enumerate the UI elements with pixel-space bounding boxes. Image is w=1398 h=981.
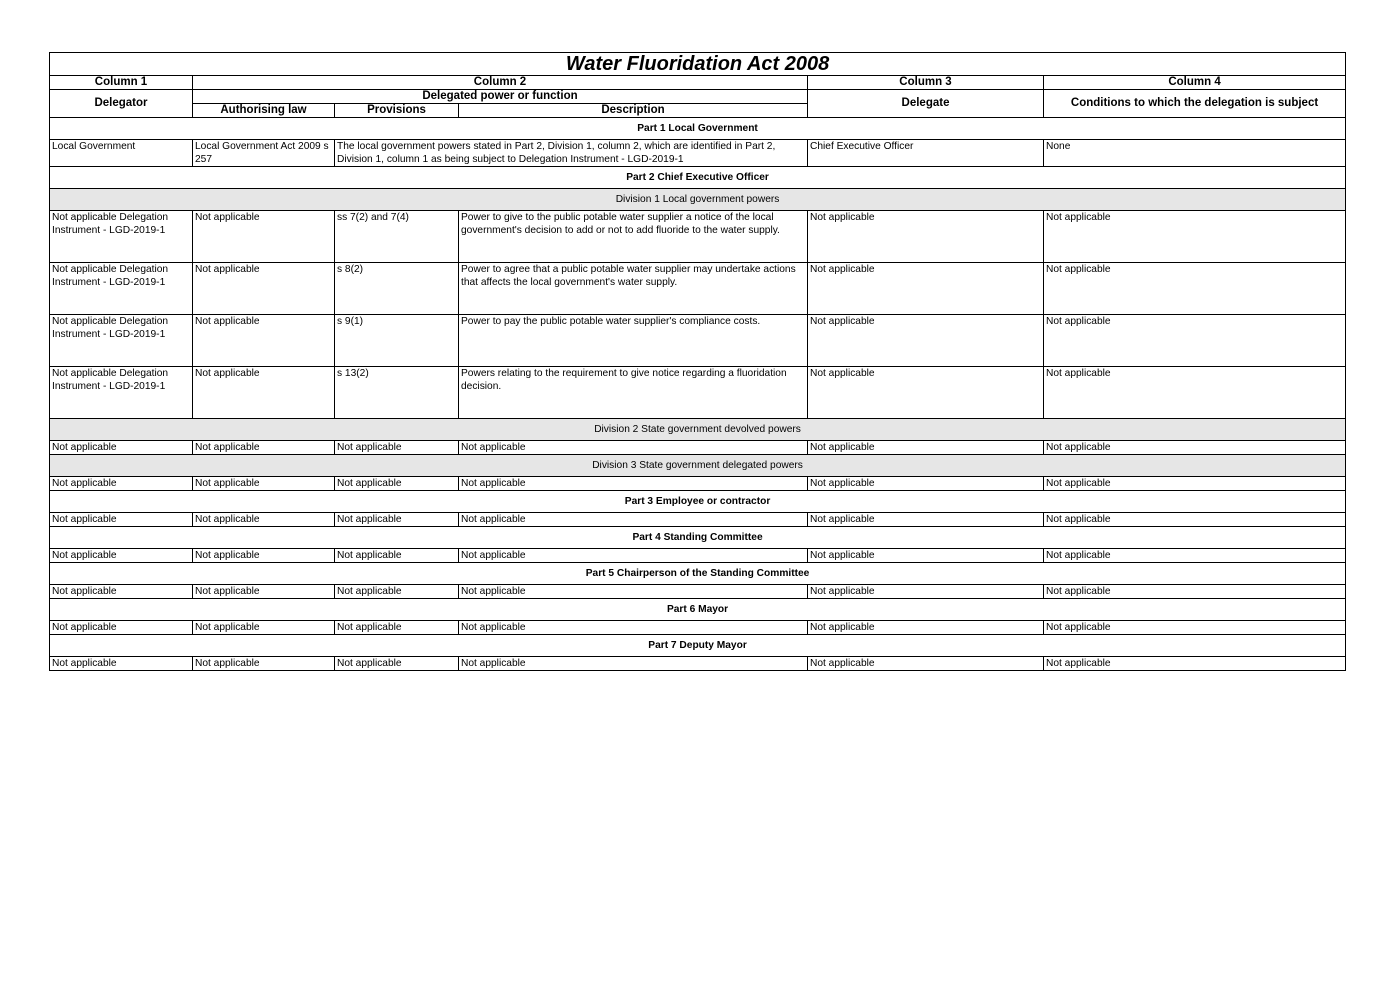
conditions-cell: None (1044, 140, 1346, 167)
delegate-cell: Not applicable (808, 621, 1044, 635)
conditions-cell: Not applicable (1044, 211, 1346, 263)
table-row (50, 441, 1346, 455)
part-5-heading: Part 5 Chairperson of the Standing Committee (50, 563, 1346, 585)
delegate-header: Delegate (808, 90, 1044, 118)
law-cell: Not applicable (193, 441, 335, 455)
law-cell: Not applicable (193, 263, 335, 315)
table-row (50, 140, 1346, 167)
part-3-heading: Part 3 Employee or contractor (50, 491, 1346, 513)
law-cell: Not applicable (193, 621, 335, 635)
description-cell: Not applicable (459, 657, 808, 671)
delegator-cell: Not applicable Delegation Instrument - LGD-2019-1 (50, 263, 193, 315)
provision-cell: The local government powers stated in Part 2, Division 1, column 2, which are identified in Part 2, Division 1, column 1 as being subject to Delegation Instrument - LGD-2019-1 (335, 140, 808, 167)
table-row (50, 367, 1346, 419)
table-row (50, 477, 1346, 491)
conditions-cell: Not applicable (1044, 315, 1346, 367)
column-3-header: Column 3 (808, 76, 1044, 90)
delegator-cell: Not applicable (50, 657, 193, 671)
description-cell: Not applicable (459, 549, 808, 563)
provision-cell: Not applicable (335, 441, 459, 455)
law-cell: Not applicable (193, 367, 335, 419)
conditions-header: Conditions to which the delegation is subject (1044, 90, 1346, 118)
description-cell: Powers relating to the requirement to give notice regarding a fluoridation decision. (459, 367, 808, 419)
law-cell: Not applicable (193, 513, 335, 527)
description-cell: Power to pay the public potable water supplier's compliance costs. (459, 315, 808, 367)
table-row (50, 549, 1346, 563)
description-cell: Not applicable (459, 585, 808, 599)
provisions-header: Provisions (335, 104, 459, 118)
law-cell: Not applicable (193, 211, 335, 263)
part-6-heading: Part 6 Mayor (50, 599, 1346, 621)
conditions-cell: Not applicable (1044, 477, 1346, 491)
delegator-cell: Not applicable Delegation Instrument - LGD-2019-1 (50, 367, 193, 419)
table-row (50, 513, 1346, 527)
delegation-table (49, 52, 1346, 671)
delegate-cell: Not applicable (808, 513, 1044, 527)
conditions-cell: Not applicable (1044, 441, 1346, 455)
part-7-heading: Part 7 Deputy Mayor (50, 635, 1346, 657)
delegate-cell: Not applicable (808, 585, 1044, 599)
delegator-cell: Not applicable (50, 441, 193, 455)
table-row (50, 315, 1346, 367)
description-cell: Not applicable (459, 621, 808, 635)
column-2-header: Column 2 (193, 76, 808, 90)
provision-cell: Not applicable (335, 621, 459, 635)
law-cell: Not applicable (193, 477, 335, 491)
column-1-header: Column 1 (50, 76, 193, 90)
description-header: Description (459, 104, 808, 118)
delegate-cell: Not applicable (808, 549, 1044, 563)
delegate-cell: Chief Executive Officer (808, 140, 1044, 167)
table-row (50, 585, 1346, 599)
provision-cell: s 8(2) (335, 263, 459, 315)
column-4-header: Column 4 (1044, 76, 1346, 90)
part-1-heading: Part 1 Local Government (50, 118, 1346, 140)
delegate-cell: Not applicable (808, 477, 1044, 491)
table-row (50, 263, 1346, 315)
delegator-cell: Not applicable Delegation Instrument - LGD-2019-1 (50, 315, 193, 367)
part-2-heading: Part 2 Chief Executive Officer (50, 167, 1346, 189)
table-row (50, 621, 1346, 635)
delegator-cell: Not applicable (50, 621, 193, 635)
division-2-heading: Division 2 State government devolved powers (50, 419, 1346, 441)
provision-cell: s 13(2) (335, 367, 459, 419)
conditions-cell: Not applicable (1044, 367, 1346, 419)
conditions-cell: Not applicable (1044, 621, 1346, 635)
delegate-cell: Not applicable (808, 367, 1044, 419)
delegator-cell: Not applicable (50, 477, 193, 491)
description-cell: Power to give to the public potable water supplier a notice of the local government's decision to add or not to add fluoride to the water supply. (459, 211, 808, 263)
provision-cell: Not applicable (335, 549, 459, 563)
delegator-cell: Not applicable (50, 513, 193, 527)
description-cell: Not applicable (459, 441, 808, 455)
division-3-heading: Division 3 State government delegated powers (50, 455, 1346, 477)
provision-cell: Not applicable (335, 657, 459, 671)
table-row (50, 657, 1346, 671)
delegate-cell: Not applicable (808, 441, 1044, 455)
delegator-cell: Local Government (50, 140, 193, 167)
delegate-cell: Not applicable (808, 263, 1044, 315)
provision-cell: Not applicable (335, 585, 459, 599)
delegator-cell: Not applicable (50, 585, 193, 599)
law-cell: Not applicable (193, 549, 335, 563)
provision-cell: Not applicable (335, 477, 459, 491)
law-cell: Local Government Act 2009 s 257 (193, 140, 335, 167)
delegator-cell: Not applicable Delegation Instrument - LGD-2019-1 (50, 211, 193, 263)
conditions-cell: Not applicable (1044, 513, 1346, 527)
provision-cell: Not applicable (335, 513, 459, 527)
conditions-cell: Not applicable (1044, 549, 1346, 563)
provision-cell: s 9(1) (335, 315, 459, 367)
authorising-law-header: Authorising law (193, 104, 335, 118)
delegator-cell: Not applicable (50, 549, 193, 563)
conditions-cell: Not applicable (1044, 585, 1346, 599)
delegate-cell: Not applicable (808, 657, 1044, 671)
provision-cell: ss 7(2) and 7(4) (335, 211, 459, 263)
delegate-cell: Not applicable (808, 211, 1044, 263)
description-cell: Not applicable (459, 513, 808, 527)
table-row (50, 211, 1346, 263)
delegated-power-header: Delegated power or function (193, 90, 808, 104)
law-cell: Not applicable (193, 657, 335, 671)
delegator-header: Delegator (50, 90, 193, 118)
description-cell: Not applicable (459, 477, 808, 491)
delegate-cell: Not applicable (808, 315, 1044, 367)
conditions-cell: Not applicable (1044, 657, 1346, 671)
law-cell: Not applicable (193, 315, 335, 367)
part-4-heading: Part 4 Standing Committee (50, 527, 1346, 549)
page-title: Water Fluoridation Act 2008 (50, 53, 1346, 76)
division-1-heading: Division 1 Local government powers (50, 189, 1346, 211)
conditions-cell: Not applicable (1044, 263, 1346, 315)
law-cell: Not applicable (193, 585, 335, 599)
description-cell: Power to agree that a public potable water supplier may undertake actions that affects the local government's water supply. (459, 263, 808, 315)
